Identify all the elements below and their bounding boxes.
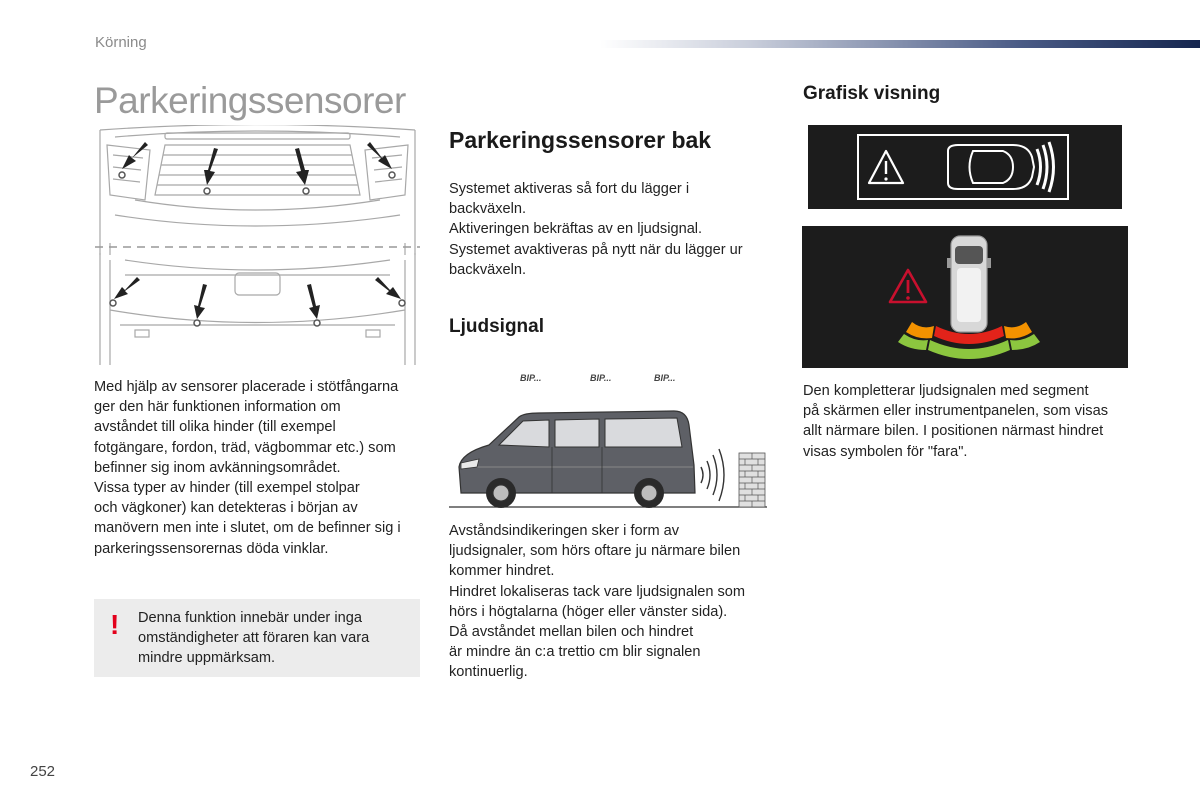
- section-label: Körning: [95, 34, 147, 51]
- bumper-sensor-illustration: [95, 125, 420, 365]
- beep-label-3: BIP...: [654, 373, 676, 383]
- graphic-display-heading: Grafisk visning: [803, 83, 941, 104]
- warning-exclamation-icon: !: [110, 609, 120, 640]
- page-number: 252: [30, 763, 56, 780]
- rear-sensors-heading: Parkeringssensorer bak: [449, 127, 712, 153]
- page-title: Parkeringssensorer: [94, 80, 406, 121]
- graphic-display-paragraph: Den kompletterar ljudsignalen med segment på skärmen eller instrumentpanelen, som visas allt närmare bilen. I positionen närmast hindret visas symbolen för "fara".: [803, 383, 1108, 460]
- warning-box: [94, 599, 420, 677]
- audio-signal-paragraph: Avståndsindikeringen sker i form av ljudsignaler, som hörs oftare ju närmare bilen kommer hindret. Hindret lokaliseras tack vare ljudsignalen som hörs i högtalarna (höger eller vänster sida). Då avståndet mellan bilen och hindret är mindre än c:a trettio cm blir signalen kontinuerlig.: [449, 523, 746, 681]
- header-gradient-bar: [600, 40, 1200, 48]
- beep-label-1: BIP...: [520, 373, 542, 383]
- van-reversing-illustration: [449, 395, 767, 515]
- van-topview-icon: [947, 236, 991, 332]
- rear-sensors-paragraph: Systemet aktiveras så fort du lägger i backväxeln. Aktiveringen bekräftas av en ljudsignal. Systemet avaktiveras på nytt när du lägger ur backväxeln.: [449, 181, 743, 278]
- display-panel-compact: [808, 125, 1122, 209]
- beep-label-2: BIP...: [590, 373, 612, 383]
- intro-paragraph: Med hjälp av sensorer placerade i stötfångarna ger den här funktionen information om avståndet till olika hinder (till exempel fotgängare, fordon, träd, vägbommar etc.) som befinner sig inom avkänningsområdet. Vissa typer av hinder (till exempel stolpar och vägkoner) kan detekteras i början av manövern men inte i slutet, om de befinner sig i parkeringssensorernas döda vinklar.: [94, 379, 401, 557]
- warning-text: Denna funktion innebär under inga omständigheter att föraren kan vara mindre uppmärksam.: [138, 610, 370, 667]
- display-panel-colored: [802, 226, 1128, 368]
- audio-signal-heading: Ljudsignal: [449, 316, 544, 337]
